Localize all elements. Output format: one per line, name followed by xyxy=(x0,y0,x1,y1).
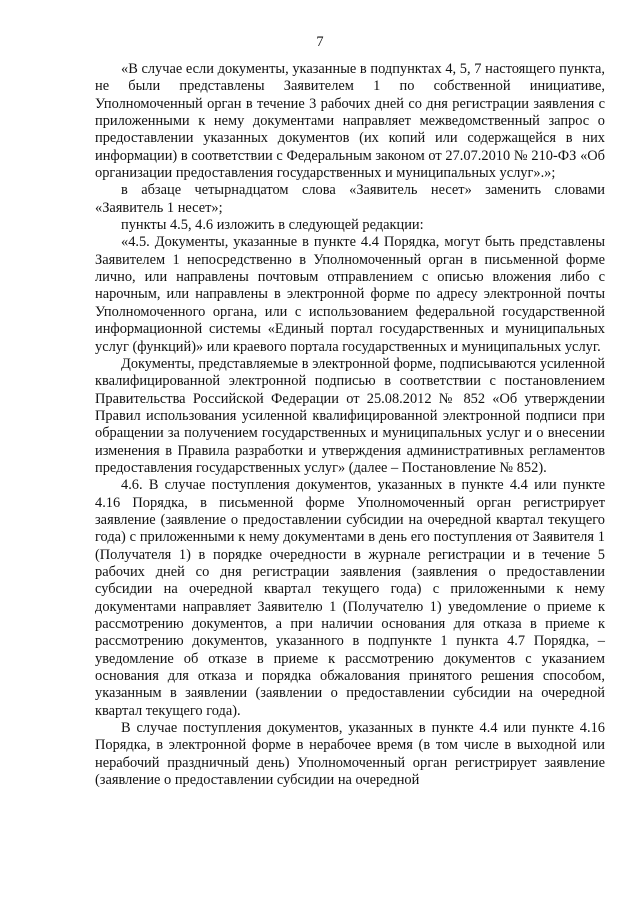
paragraph: «В случае если документы, указанные в подпунктах 4, 5, 7 настоящего пункта, не были представлены Заявителем 1 по собственной инициативе, Уполномоченный орган в течение 3 рабочих дней со дня регистрации заявления с приложенными к нему документами направляет межведомственный запрос о предоставлении указанных документов (их копий или содержащейся в них информации) в соответствии с Федеральным законом от 27.07.2010 № 210-ФЗ «Об организации предоставления государственных и муниципальных услуг».»; xyxy=(95,61,605,182)
paragraph: пункты 4.5, 4.6 изложить в следующей редакции: xyxy=(121,217,424,234)
paragraph: Документы, представляемые в электронной форме, подписываются усиленной квалифицированной электронной подписью в соответствии с постановлением Правительства Российской Федерации от 25.08.2012 № 852 «Об утверждении Правил использования усиленной квалифицированной электронной подписи при обращении за получением государственных и муниципальных услуг и о внесении изменения в Правила разработки и утверждения административных регламентов предоставления государственных услуг» (далее – Постановление № 852). xyxy=(95,355,605,476)
paragraph: в абзаце четырнадцатом слова «Заявитель несет» заменить словами «Заявитель 1 несет»; xyxy=(95,182,605,216)
paragraph: 4.6. В случае поступления документов, указанных в пункте 4.4 или пункте 4.16 Порядка, в письменной форме Уполномоченный орган регистрирует заявление (заявление о предоставлении субсидии на очередной квартал текущего года) с приложенными к нему документами в день его поступления от Заявителя 1 (Получателя 1) в порядке очередности в журнале регистрации и в течение 5 рабочих дней со дня регистрации заявления (заявления о предоставлении субсидии на очередной квартал текущего года) с приложенными к нему документами направляет Заявителю 1 (Получателю 1) уведомление о приеме к рассмотрению документов, а при наличии основания для отказа в приеме к рассмотрению документов, указанного в подпункте 1 пункта 4.7 Порядка, – уведомление об отказе в приеме к рассмотрению документов с указанием основания для отказа и порядка обжалования принятого решения способом, указанным в заявлении (заявлении о предоставлении субсидии на очередной квартал текущего года). xyxy=(95,477,605,719)
page-number: 7 xyxy=(316,34,324,50)
paragraph: В случае поступления документов, указанных в пункте 4.4 или пункте 4.16 Порядка, в электронной форме в нерабочее время (в том числе в выходной или нерабочий праздничный день) Уполномоченный орган регистрирует заявление (заявление о предоставлении субсидии на очередной xyxy=(95,720,605,789)
paragraph: «4.5. Документы, указанные в пункте 4.4 Порядка, могут быть представлены Заявителем 1 непосредственно в Уполномоченный орган в письменной форме лично, или направлены почтовым отправлением с описью вложения либо с нарочным, или направлены в электронной форме по адресу электронной почты Уполномоченного органа, или с использованием федеральной государственной информационной системы «Единый портал государственных и муниципальных услуг (функций)» или краевого портала государственных и муниципальных услуг. xyxy=(95,234,605,355)
document-body xyxy=(95,61,605,789)
